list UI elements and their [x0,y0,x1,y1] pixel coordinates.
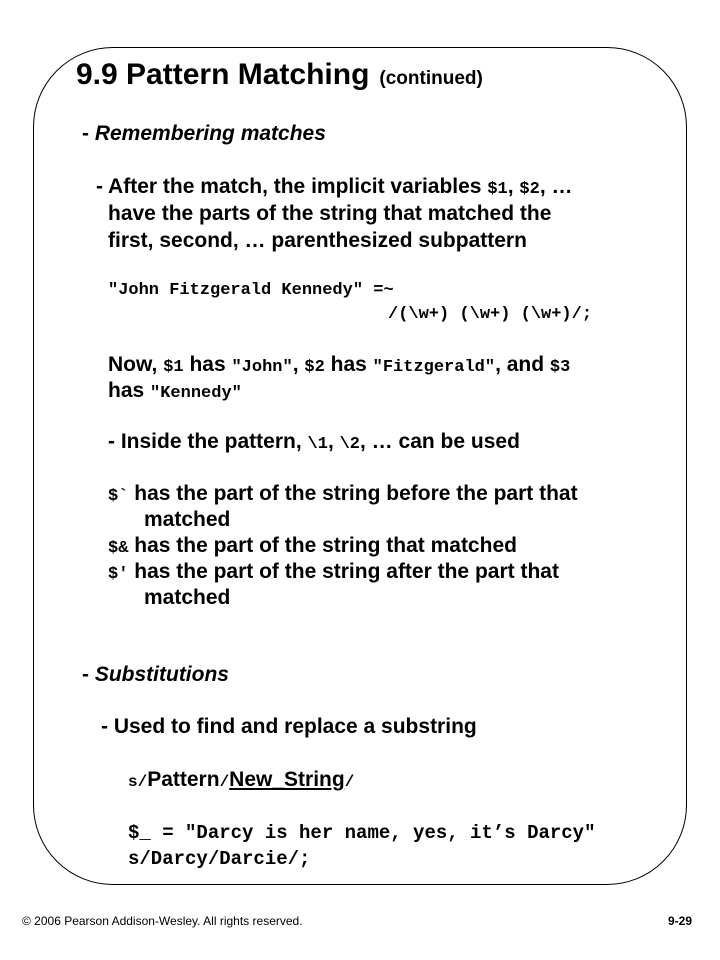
has-text: has [324,353,373,376]
code-var-2: $2 [304,358,325,377]
code-string-kennedy: "Kennedy" [150,384,242,403]
code-example-substitute: s/Darcy/Darcie/; [128,848,311,870]
bullet-line-2: have the parts of the string that matched the [108,202,552,225]
and-text: , and [495,353,550,376]
code-s-prefix: s/ [128,773,148,791]
has-text: has [183,353,232,376]
section-heading-substitutions [82,662,229,688]
bullet-line-3: first, second, … parenthesized subpattern [108,229,527,252]
page-number: 9-29 [667,914,692,928]
prematch-continuation: matched [144,508,231,531]
code-match-var: $& [108,539,129,558]
code-slash: / [219,773,230,791]
match-line [108,533,517,562]
inside-pattern-line [108,429,520,458]
used-line: - Used to find and replace a substring [101,715,477,738]
pattern-text: Pattern [147,768,220,791]
inside-text: - Inside the pattern, [108,430,308,453]
code-var-1: $1 [163,358,184,377]
code-example-line-2: /(\w+) (\w+) (\w+)/; [388,305,593,324]
postmatch-line [108,559,559,588]
prematch-text: has the part of the string before the part that [128,482,578,505]
code-var-3: $3 [549,358,571,377]
code-string-john: "John" [231,358,293,377]
code-postmatch-var: $′ [108,565,129,584]
postmatch-text: has the part of the string after the part that [128,560,559,583]
section-heading-remembering [82,121,326,147]
code-var-1: $1 [487,180,508,199]
separator: , [327,430,340,453]
separator: , [292,353,305,376]
bullet-text: - After the match, the implicit variables [96,175,488,198]
bullet-tail: , … [539,175,573,198]
has-text: has [108,379,151,402]
prematch-line [108,481,578,510]
code-slash: / [344,773,355,791]
code-prematch-var: $` [108,487,129,506]
postmatch-continuation: matched [144,586,231,609]
slide-title [74,58,489,92]
bullet-after-match [96,174,572,203]
separator: , [507,175,520,198]
code-string-fitzgerald: "Fitzgerald" [372,358,496,377]
new-string-text: New_String [229,768,345,791]
heading-dash: - [82,663,95,686]
slide-frame [33,47,687,885]
has-kennedy-line [108,378,242,407]
inside-tail: , … can be used [360,430,520,453]
code-example-assign: $_ = "Darcy is her name, yes, it’s Darcy" [128,822,596,844]
heading-text: Substitutions [94,663,229,686]
title-main: 9.9 Pattern Matching [76,58,370,91]
now-text: Now, [108,353,164,376]
now-line [108,352,570,381]
code-backref-2: \2 [339,435,361,454]
heading-dash: - [82,122,95,145]
copyright-notice: © 2006 Pearson Addison-Wesley. All rights reserved. [22,914,303,928]
code-var-2: $2 [519,180,540,199]
code-backref-1: \1 [307,435,328,454]
heading-text: Remembering matches [94,122,326,145]
substitution-syntax [128,767,354,795]
code-example-line-1: "John Fitzgerald Kennedy" =~ [108,281,394,300]
match-text: has the part of the string that matched [128,534,517,557]
title-subtitle: (continued) [379,68,483,89]
